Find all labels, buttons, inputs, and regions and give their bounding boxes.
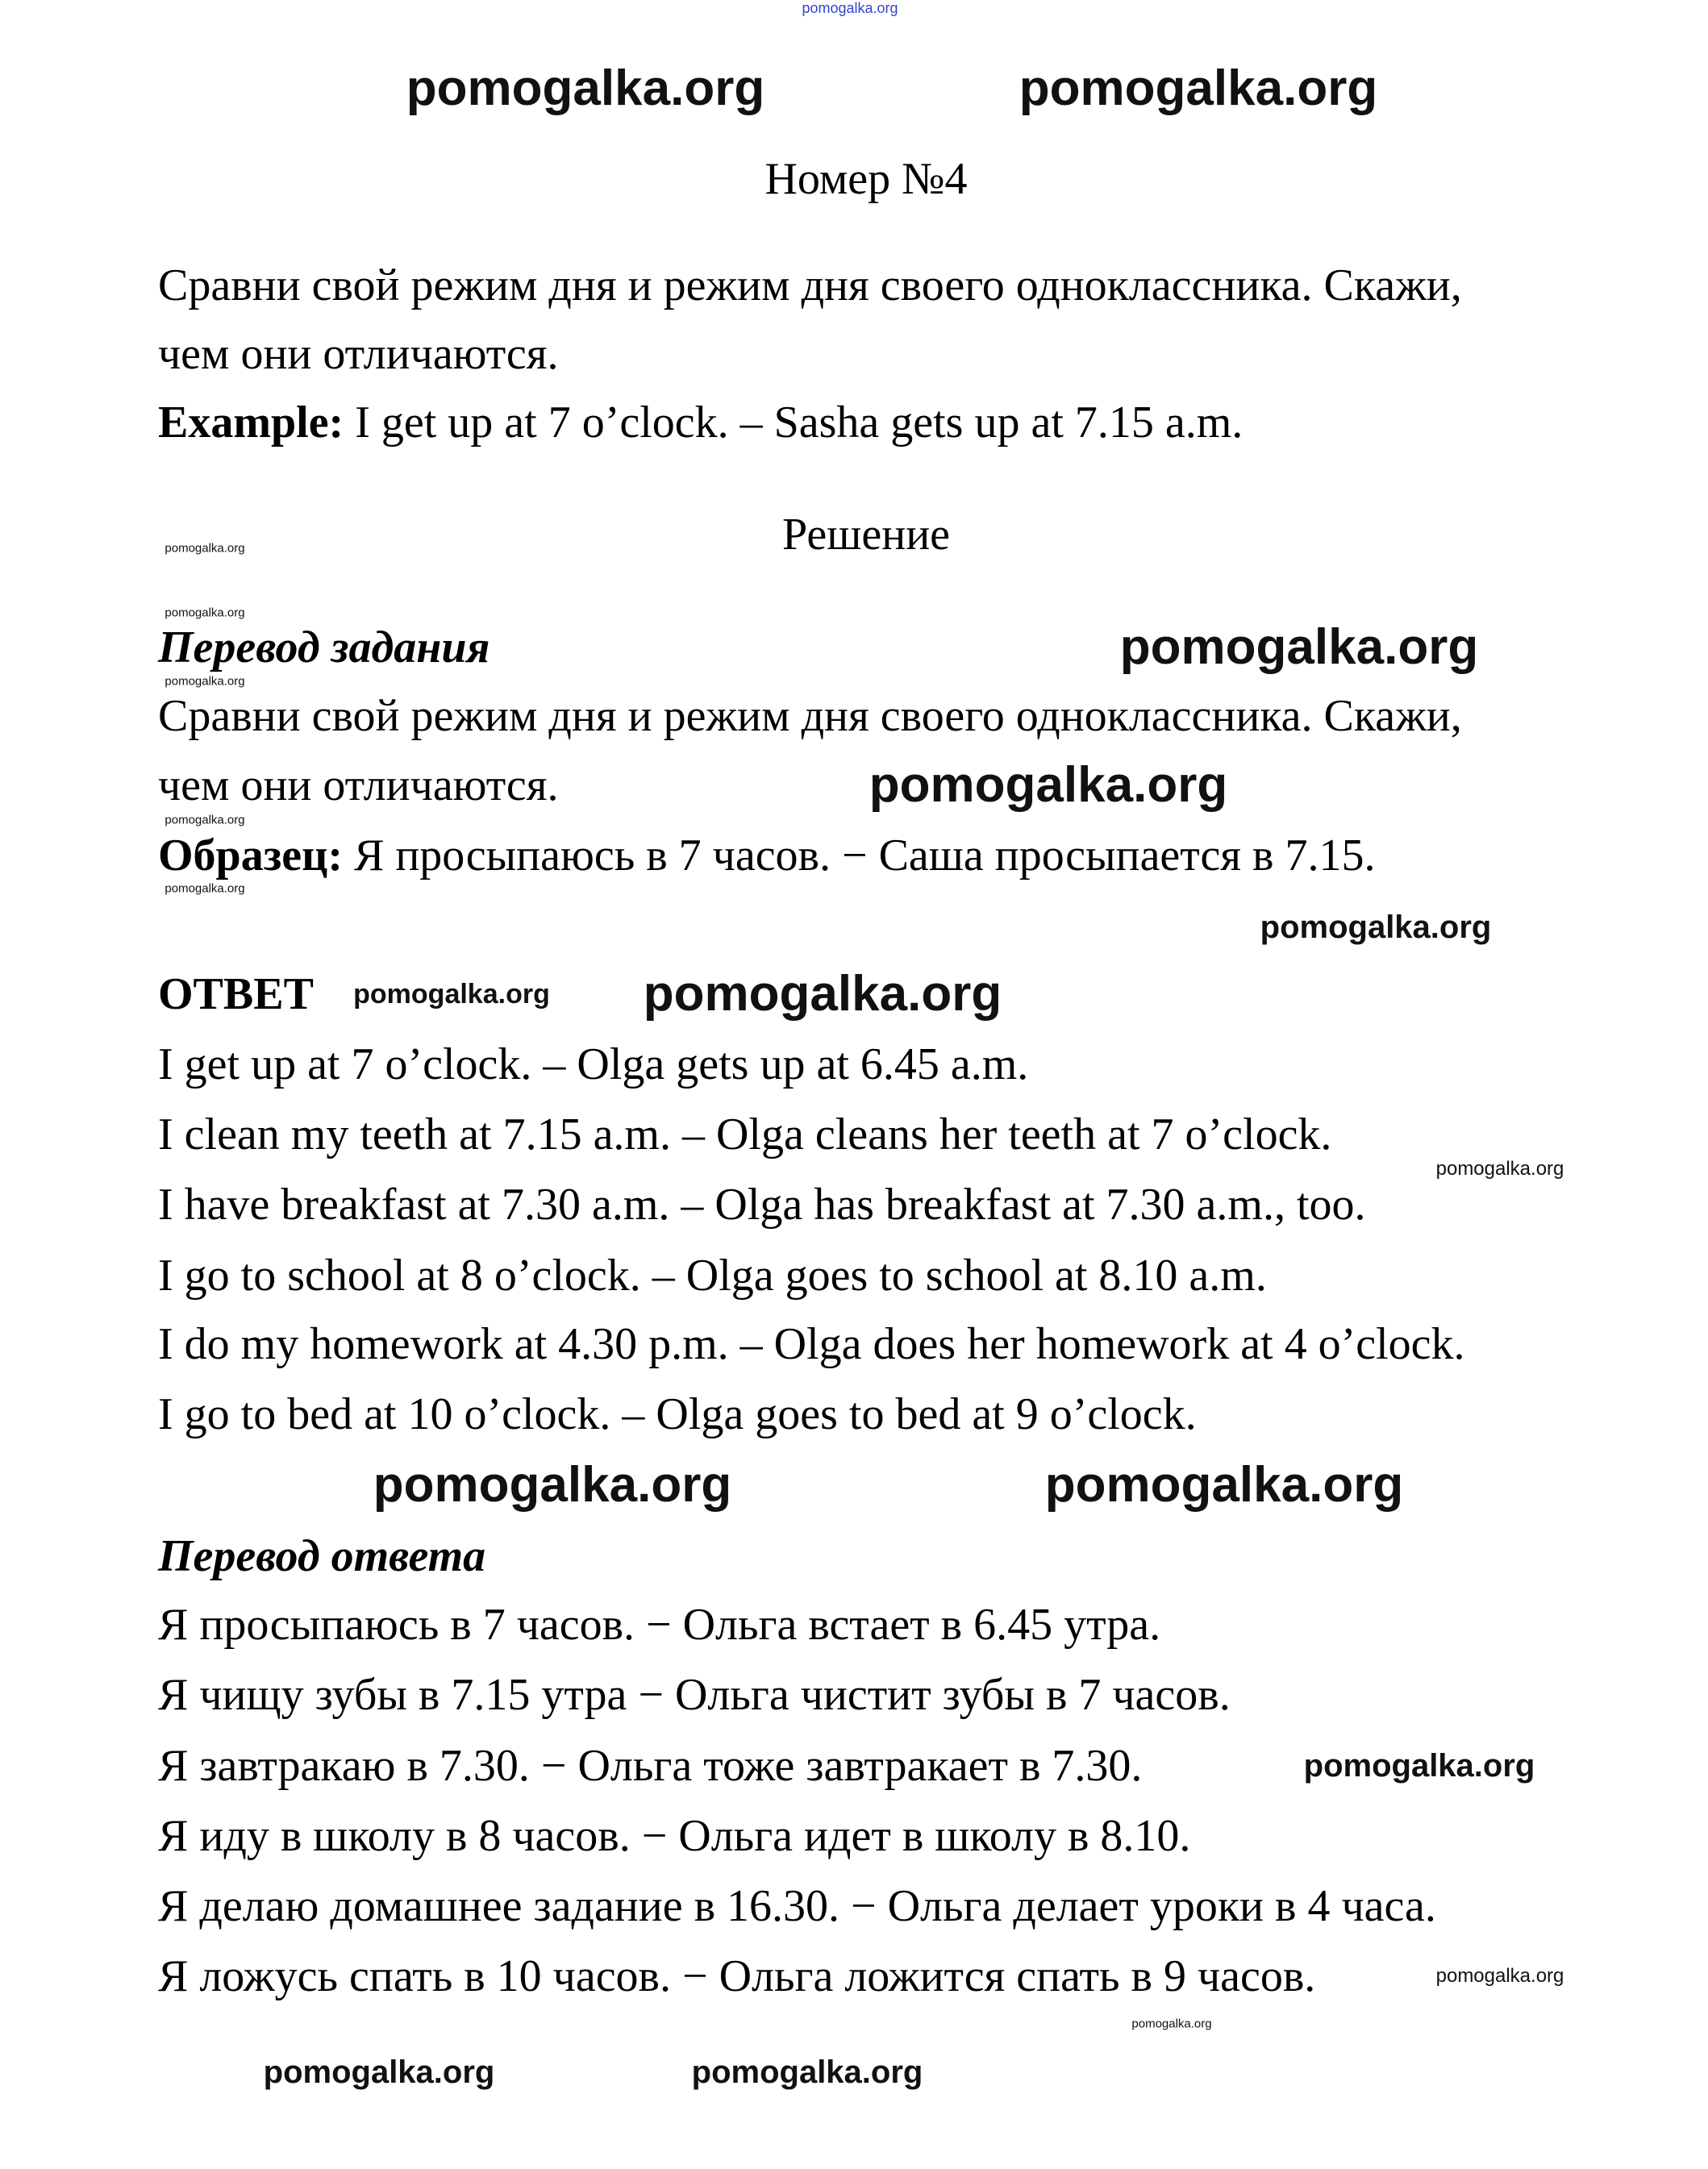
watermark: pomogalka.org — [1303, 1748, 1535, 1784]
answer-heading: ОТВЕТ — [158, 969, 314, 1019]
answer-line: I clean my teeth at 7.15 a.m. – Olga cleans her teeth at 7 o’clock. — [158, 1109, 1332, 1159]
translation-line: Сравни свой режим дня и режим дня своего одноклассника. Скажи, — [158, 691, 1462, 741]
watermark: pomogalka.org — [1131, 2017, 1212, 2031]
answer-line: I do my homework at 4.30 p.m. – Olga does her homework at 4 o’clock. — [158, 1319, 1465, 1369]
example-label: Example: — [158, 398, 344, 448]
watermark: pomogalka.org — [165, 541, 245, 556]
watermark: pomogalka.org — [1019, 60, 1378, 116]
watermark: pomogalka.org — [406, 60, 765, 116]
example-label: Образец: — [158, 831, 343, 881]
answer-translation-line: Я завтракаю в 7.30. − Ольга тоже завтракает в 7.30. — [158, 1741, 1143, 1791]
watermark: pomogalka.org — [691, 2055, 923, 2090]
answer-translation-line: Я ложусь спать в 10 часов. − Ольга ложится спать в 9 часов. — [158, 1951, 1316, 2001]
translation-line: чем они отличаются. — [158, 760, 559, 810]
task-line: чем они отличаются. — [158, 329, 559, 379]
task-example — [158, 398, 1244, 448]
answer-line: I have breakfast at 7.30 a.m. – Olga has breakfast at 7.30 a.m., too. — [158, 1180, 1366, 1230]
page-title: Номер №4 — [764, 154, 968, 204]
watermark: pomogalka.org — [165, 813, 245, 827]
watermark: pomogalka.org — [643, 966, 1002, 1022]
answer-translation-heading: Перевод ответа — [158, 1531, 486, 1581]
example-text: I get up at 7 o’clock. – Sasha gets up at 7.15 a.m. — [344, 398, 1244, 448]
answer-translation-line: Я чищу зубы в 7.15 утра − Ольга чистит зубы в 7 часов. — [158, 1670, 1231, 1720]
task-line: Сравни свой режим дня и режим дня своего одноклассника. Скажи, — [158, 260, 1462, 310]
watermark: pomogalka.org — [373, 1457, 732, 1513]
answer-translation-line: Я иду в школу в 8 часов. − Ольга идет в школу в 8.10. — [158, 1811, 1191, 1861]
example-text: Я просыпаюсь в 7 часов. − Саша просыпается в 7.15. — [342, 831, 1376, 881]
watermark: pomogalka.org — [1044, 1457, 1404, 1513]
answer-line: I go to school at 8 o’clock. – Olga goes to school at 8.10 a.m. — [158, 1251, 1267, 1301]
watermark: pomogalka.org — [869, 757, 1228, 813]
solution-heading: Решение — [781, 510, 951, 560]
watermark: pomogalka.org — [802, 0, 898, 16]
watermark: pomogalka.org — [165, 606, 245, 620]
watermark: pomogalka.org — [165, 674, 245, 689]
watermark: pomogalka.org — [1435, 1158, 1564, 1180]
answer-line: I go to bed at 10 o’clock. – Olga goes to bed at 9 o’clock. — [158, 1389, 1197, 1439]
answer-translation-line: Я просыпаюсь в 7 часов. − Ольга встает в 6.45 утра. — [158, 1600, 1161, 1650]
translation-heading: Перевод задания — [158, 622, 490, 672]
translation-example — [158, 831, 1376, 881]
answer-line: I get up at 7 o’clock. – Olga gets up at 6.45 a.m. — [158, 1039, 1029, 1089]
watermark: pomogalka.org — [353, 979, 550, 1010]
watermark: pomogalka.org — [263, 2055, 495, 2090]
answer-translation-line: Я делаю домашнее задание в 16.30. − Ольга делает уроки в 4 часа. — [158, 1881, 1436, 1931]
watermark: pomogalka.org — [1435, 1965, 1564, 1987]
watermark: pomogalka.org — [1260, 910, 1492, 945]
watermark: pomogalka.org — [165, 881, 245, 896]
watermark: pomogalka.org — [1119, 619, 1479, 675]
